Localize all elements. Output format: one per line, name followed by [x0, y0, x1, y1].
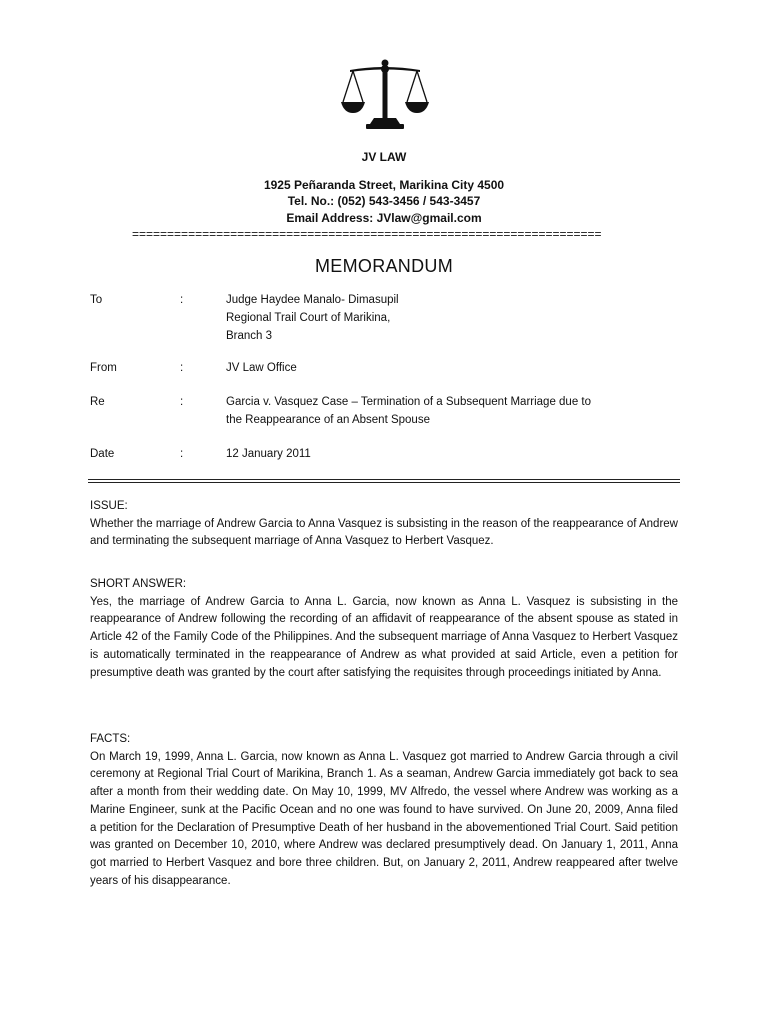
- firm-address: 1925 Peñaranda Street, Marikina City 4500: [263, 178, 505, 192]
- section-heading: ISSUE:: [90, 500, 128, 512]
- field-value-line: Garcia v. Vasquez Case – Termination of a Subsequent Marriage due to: [226, 396, 592, 408]
- firm-email: Email Address: JVlaw@gmail.com: [286, 211, 482, 225]
- field-colon: :: [180, 448, 184, 460]
- field-value-line: Branch 3: [226, 330, 273, 342]
- section-issue: [90, 498, 678, 551]
- scales-of-justice-icon: [340, 58, 430, 130]
- field-value-line: Judge Haydee Manalo- Dimasupil: [226, 294, 399, 306]
- field-label: Re: [90, 396, 105, 408]
- letterhead-separator: ===================================================================: [132, 227, 602, 241]
- memo-title: MEMORANDUM: [315, 256, 453, 276]
- section-body: Yes, the marriage of Andrew Garcia to Anna L. Garcia, now known as Anna L. Vasquez is subsisting in the reappearance of Andrew following the recording of an affidavit of reappearance of the absent spouse as stated in Article 42 of the Family Code of the Philippines. And the subsequent marriage of Anna Vasquez to Herbert Vasquez is automatically terminated in the reappearance of Andrew as what provided at said Article, even a petition for presumptive death was granted by the court after satisfying the requisites through proceedings initiated by Anna.: [90, 595, 678, 679]
- field-label: From: [90, 362, 117, 374]
- section-facts: [90, 731, 678, 890]
- field-label: To: [90, 294, 103, 306]
- field-value: [226, 445, 671, 463]
- field-value-line: Regional Trail Court of Marikina,: [226, 312, 391, 324]
- section-short-answer: [90, 576, 678, 682]
- field-colon: :: [180, 294, 184, 306]
- section-body: On March 19, 1999, Anna L. Garcia, now known as Anna L. Vasquez got married to Andrew Garcia through a civil ceremony at Regional Trial Court of Marikina, Branch 1. As a seaman, Andrew Garcia immediately got back to sea after a month from their wedding date. On May 10, 1999, MV Alfredo, the vessel where Andrew was working as a Marine Engineer, sunk at the Pacific Ocean and no one was found to have survived. On June 20, 2009, Anna filed a petition for the Declaration of Presumptive Death of her husband in the abovementioned Trial Court. Said petition was granted on December 10, 2010, where Andrew was declared presumptively dead. On January 1, 2011, Anna got married to Herbert Vasquez and bore three children. But, on January 2, 2011, Andrew reappeared after twelve years of his disappearance.: [90, 750, 678, 887]
- section-body: Whether the marriage of Andrew Garcia to Anna Vasquez is subsisting in the reason of the reappearance of Andrew and terminating the subsequent marriage of Anna Vasquez to Herbert Vasquez.: [90, 517, 678, 548]
- divider-rule: [88, 482, 680, 483]
- field-colon: :: [180, 362, 184, 374]
- field-value-line: the Reappearance of an Absent Spouse: [226, 414, 430, 426]
- field-value-line: 12 January 2011: [226, 448, 311, 460]
- field-label: Date: [90, 448, 115, 460]
- divider-rule: [88, 479, 680, 480]
- field-value: [226, 291, 671, 345]
- section-heading: FACTS:: [90, 733, 131, 745]
- field-value-line: JV Law Office: [226, 362, 297, 374]
- field-value: [226, 359, 671, 377]
- field-value: [226, 393, 671, 429]
- firm-name: JV LAW: [361, 150, 407, 164]
- firm-telephone: Tel. No.: (052) 543-3456 / 543-3457: [287, 194, 481, 208]
- section-heading: SHORT ANSWER:: [90, 578, 187, 590]
- field-colon: :: [180, 396, 184, 408]
